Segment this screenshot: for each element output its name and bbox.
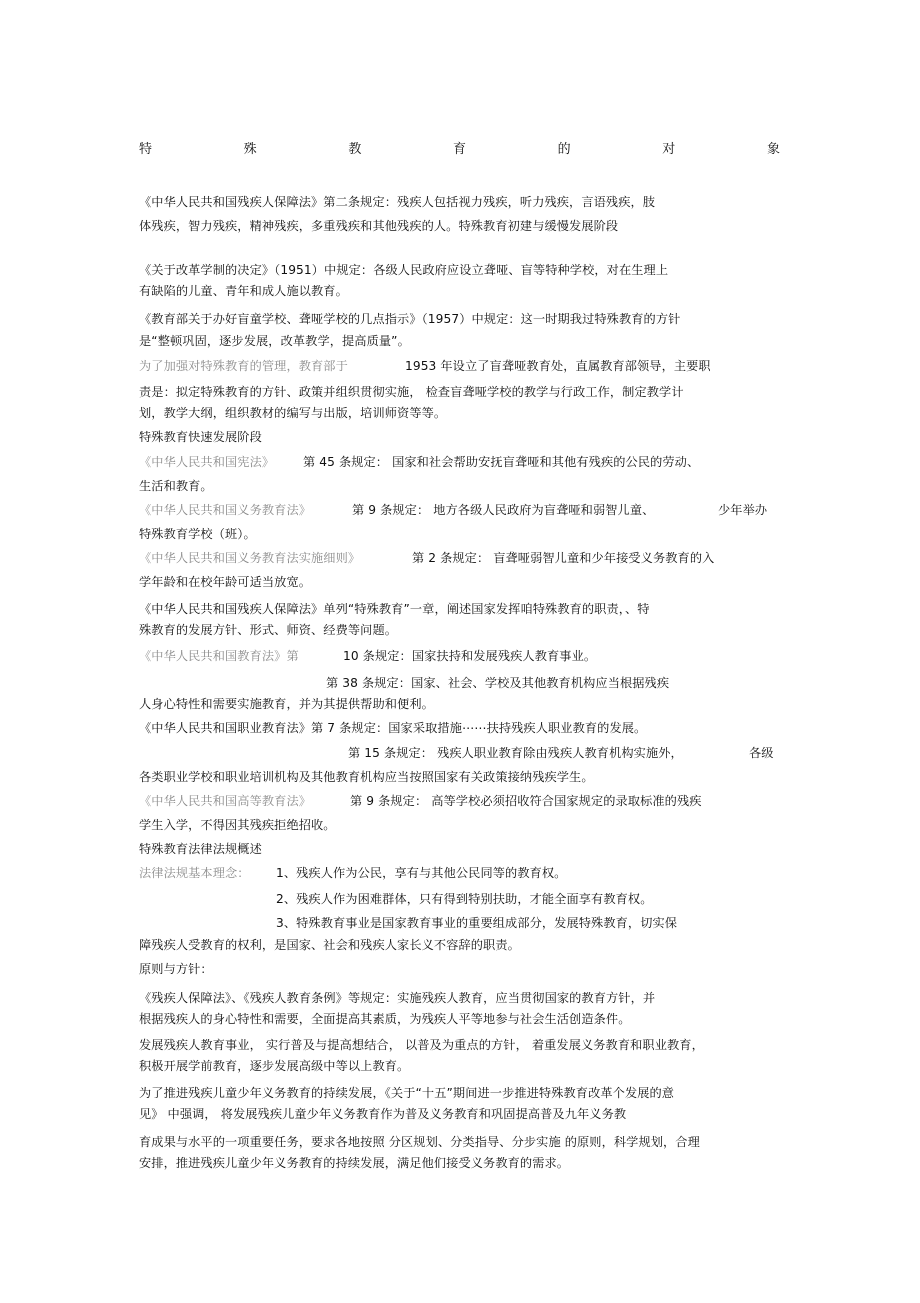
text-line: 《残疾人保障法》、《残疾人教育条例》等规定：实施残疾人教育，应当贯彻国家的教育方针，并 bbox=[139, 991, 656, 1005]
text-line: 障残疾人受教育的权利，是国家、社会和残疾人家长义不容辞的职责。 bbox=[139, 938, 520, 952]
text-line-lead: 法律法规基本理念： bbox=[139, 866, 250, 880]
section-heading: 原则与方针： bbox=[139, 962, 213, 976]
text-line: 特殊教育学校（班）。 bbox=[139, 527, 256, 541]
section-heading: 特殊教育法律法规概述 bbox=[139, 842, 262, 856]
text-line: 《教育部关于办好盲童学校、聋哑学校的几点指示》（1957）中规定：这一时期我过特殊教育的方针 bbox=[139, 312, 681, 326]
text-line: 积极开展学前教育，逐步发展高级中等以上教育。 bbox=[139, 1059, 410, 1073]
title-char: 的 bbox=[557, 142, 571, 157]
law-name: 《中华人民共和国宪法》 bbox=[139, 455, 275, 469]
text-line: 有缺陷的儿童、青年和成人施以教育。 bbox=[139, 284, 348, 298]
text-line: 学生入学，不得因其残疾拒绝招收。 bbox=[139, 818, 336, 832]
title-char: 教 bbox=[348, 142, 362, 157]
text-line: 各类职业学校和职业培训机构及其他教育机构应当按照国家有关政策接纳残疾学生。 bbox=[139, 770, 594, 784]
text-line-lead: 为了加强对特殊教育的管理，教育部于 bbox=[139, 359, 348, 373]
text-line: 体残疾，智力残疾，精神残疾，多重残疾和其他残疾的人。特殊教育初建与缓慢发展阶段 bbox=[139, 219, 619, 233]
text-line: 生活和教育。 bbox=[139, 479, 213, 493]
text-line: 育成果与水平的一项重要任务，要求各地按照 分区规划、分类指导、分步实施 的原则，科学规划，合理 bbox=[139, 1135, 700, 1149]
text-line: 第 15 条规定： 残疾人职业教育除由残疾人教育机构实施外， bbox=[348, 746, 683, 760]
law-name: 《中华人民共和国义务教育法实施细则》 bbox=[139, 551, 361, 565]
document-title bbox=[139, 138, 780, 157]
title-char: 殊 bbox=[243, 142, 257, 157]
title-char: 育 bbox=[452, 142, 466, 157]
list-item: 3、特殊教育事业是国家教育事业的重要组成部分，发展特殊教育，切实保 bbox=[276, 916, 678, 930]
text-line: 人身心特性和需要实施教育，并为其提供帮助和便利。 bbox=[139, 697, 434, 711]
text-line: 安排，推进残疾儿童少年义务教育的持续发展，满足他们接受义务教育的需求。 bbox=[139, 1156, 570, 1170]
list-item: 2、残疾人作为困难群体，只有得到特别扶助，才能全面享有教育权。 bbox=[276, 892, 653, 906]
text-line-cont: 各级 bbox=[749, 746, 774, 760]
text-line-cont: 10 条规定：国家扶持和发展残疾人教育事业。 bbox=[343, 649, 597, 663]
title-char: 象 bbox=[766, 142, 780, 157]
law-name: 《中华人民共和国高等教育法》 bbox=[139, 794, 312, 808]
text-line: 第 38 条规定：国家、社会、学校及其他教育机构应当根据残疾 bbox=[326, 676, 670, 690]
text-line: 《中华人民共和国残疾人保障法》单列“特殊教育”一章，阐述国家发挥咱特殊教育的职责，、特 bbox=[139, 602, 650, 616]
text-line: 划，教学大纲，组织教材的编写与出版，培训师资等等。 bbox=[139, 406, 447, 420]
text-line: 《中华人民共和国职业教育法》第 7 条规定：国家采取措施⋯⋯扶持残疾人职业教育的发展。 bbox=[139, 721, 647, 735]
text-line-cont: 1953 年设立了盲聋哑教育处，直属教育部领导，主要职 bbox=[405, 359, 711, 373]
text-line: 是“整顿巩固，逐步发展，改革教学，提高质量”。 bbox=[139, 334, 410, 348]
title-char: 对 bbox=[662, 142, 676, 157]
text-line: 为了推进残疾儿童少年义务教育的持续发展，《关于“十五”期间进一步推进特殊教育改革个发展的意 bbox=[139, 1086, 675, 1100]
law-name: 《中华人民共和国义务教育法》 bbox=[139, 503, 312, 517]
text-line: 《关于改革学制的决定》（1951）中规定：各级人民政府应设立聋哑、盲等特种学校，对在生理上 bbox=[139, 263, 669, 277]
text-line: 责是：拟定特殊教育的方针、政策并组织贯彻实施， 检查盲聋哑学校的教学与行政工作，制定教学计 bbox=[139, 385, 684, 399]
section-heading: 特殊教育快速发展阶段 bbox=[139, 430, 262, 444]
title-char: 特 bbox=[139, 142, 153, 157]
text-line-cont: 第 45 条规定： 国家和社会帮助安抚盲聋哑和其他有残疾的公民的劳动、 bbox=[303, 455, 700, 469]
law-name: 《中华人民共和国教育法》第 bbox=[139, 649, 299, 663]
text-line: 根据残疾人的身心特性和需要，全面提高其素质，为残疾人平等地参与社会生活创造条件。 bbox=[139, 1012, 631, 1026]
text-line: 见》 中强调， 将发展残疾儿童少年义务教育作为普及义务教育和巩固提高普及九年义务教 bbox=[139, 1107, 627, 1121]
list-item: 1、残疾人作为公民，享有与其他公民同等的教育权。 bbox=[276, 866, 567, 880]
text-line: 学年龄和在校年龄可适当放宽。 bbox=[139, 575, 312, 589]
text-line-cont: 第 9 条规定： 高等学校必须招收符合国家规定的录取标准的残疾 bbox=[350, 794, 702, 808]
text-line: 发展残疾人教育事业， 实行普及与提高想结合， 以普及为重点的方针， 着重发展义务教育和职业教育， bbox=[139, 1038, 704, 1052]
text-line-cont: 少年举办 bbox=[718, 503, 768, 517]
text-line-cont: 第 9 条规定： 地方各级人民政府为盲聋哑和弱智儿童、 bbox=[352, 503, 655, 517]
text-line: 《中华人民共和国残疾人保障法》第二条规定：残疾人包括视力残疾，听力残疾，言语残疾，肢 bbox=[139, 195, 656, 209]
text-line-cont: 第 2 条规定： 盲聋哑弱智儿童和少年接受义务教育的入 bbox=[412, 551, 715, 565]
text-line: 殊教育的发展方针、形式、师资、经费等问题。 bbox=[139, 623, 398, 637]
